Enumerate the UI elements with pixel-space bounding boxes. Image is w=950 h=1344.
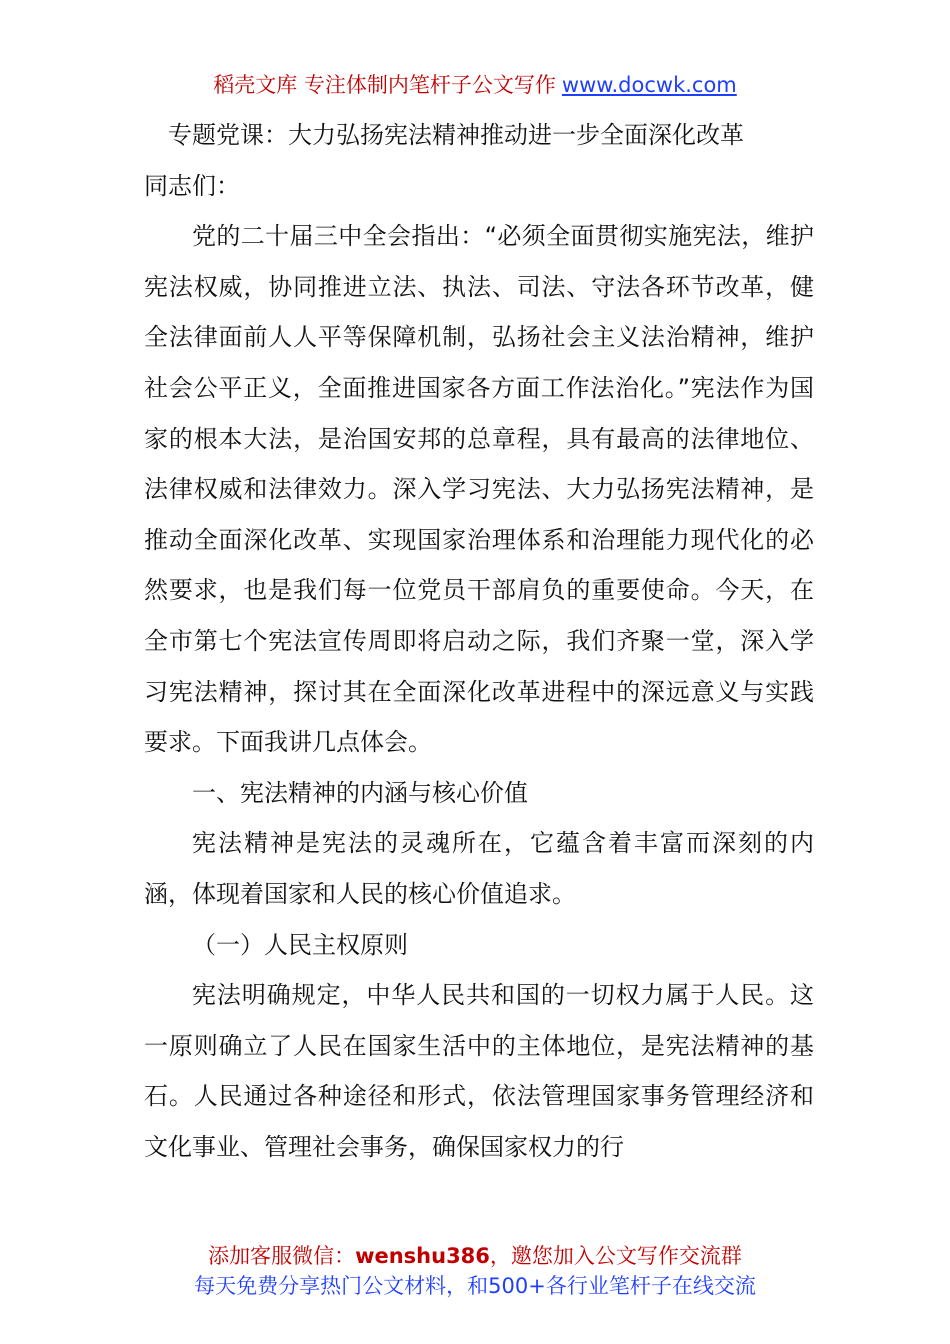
footer-line-2: 每天免费分享热门公文材料，和500+各行业笔杆子在线交流 — [194, 1274, 756, 1298]
brand-text: 稻壳文库 专注体制内笔杆子公文写作 — [213, 73, 556, 97]
site-link[interactable]: www.docwk.com — [561, 73, 737, 97]
footer-wechat-suffix: ，邀您加入公文写作交流群 — [489, 1244, 742, 1268]
salutation: 同志们： — [144, 171, 240, 200]
document-body — [144, 110, 814, 1172]
subsection-heading: （一）人民主权原则 — [192, 930, 408, 959]
page-header — [0, 70, 950, 100]
section-intro: 宪法精神是宪法的灵魂所在，它蕴含着丰富而深刻的内涵，体现着国家和人民的核心价值追求。 — [144, 829, 814, 908]
section-heading: 一、宪法精神的内涵与核心价值 — [192, 778, 528, 807]
footer-wechat-prefix: 添加客服微信： — [208, 1244, 356, 1268]
body-paragraph: 党的二十届三中全会指出：“必须全面贯彻实施宪法，维护宪法权威，协同推进立法、执法、司法、守法各环节改革，健全法律面前人人平等保障机制，弘扬社会主义法治精神，维护社会公平正义，全面推进国家各方面工作法治化。”宪法作为国家的根本大法，是治国安邦的总章程，具有最高的法律地位、法律权威和法律效力。深入学习宪法、大力弘扬宪法精神，是推动全面深化改革、实现国家治理体系和治理能力现代化的必然要求，也是我们每一位党员干部肩负的重要使命。今天，在全市第七个宪法宣传周即将启动之际，我们齐聚一堂，深入学习宪法精神，探讨其在全面深化改革进程中的深远意义与实践要求。下面我讲几点体会。 — [144, 222, 814, 757]
footer-line-1 — [0, 1241, 950, 1271]
document-title: 专题党课：大力弘扬宪法精神推动进一步全面深化改革 — [168, 121, 744, 149]
page-footer — [0, 1241, 950, 1301]
subsection-text: 宪法明确规定，中华人民共和国的一切权力属于人民。这一原则确立了人民在国家生活中的主体地位，是宪法精神的基石。人民通过各种途径和形式，依法管理国家事务管理经济和文化事业、管理社会事务，确保国家权力的行 — [144, 981, 814, 1161]
footer-wechat-id: wenshu386 — [355, 1244, 490, 1268]
